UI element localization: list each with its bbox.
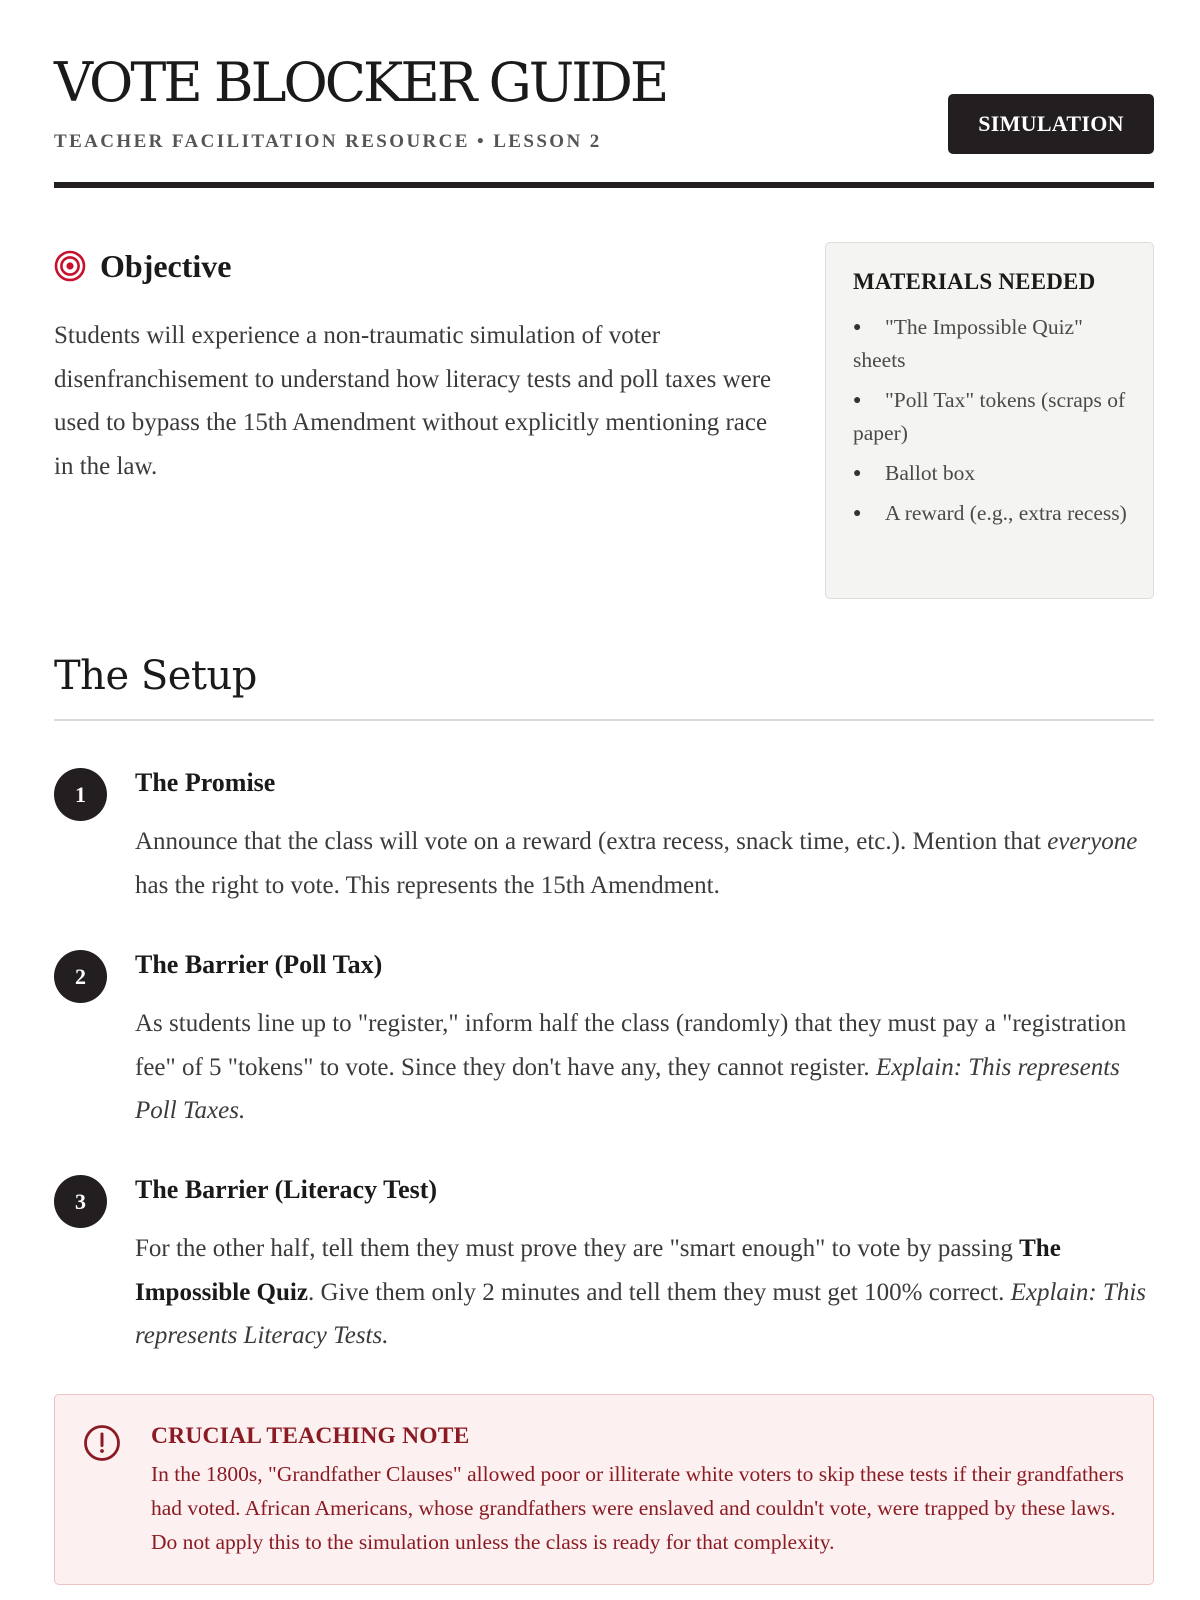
page [54,0,1154,1554]
materials-item [853,457,1131,490]
materials-box [825,242,1154,599]
objective-title: Objective [100,247,232,284]
step-body [135,1002,1154,1133]
page-subtitle: TEACHER FACILITATION RESOURCE • LESSON 2 [54,131,602,152]
objective-section [54,242,774,488]
step-number: 1 [54,768,107,821]
materials-list [853,311,1131,530]
note-title: CRUCIAL TEACHING NOTE [151,1423,470,1449]
materials-item [853,311,1131,377]
teaching-note [54,1394,1154,1585]
bullet-icon: ● [853,320,862,335]
step-text: As students line up to "register," inform half the class (randomly) that they must pay a "registration fee" of 5 "tokens" to vote. Since they don't have any, they cannot register. [135,1010,1127,1081]
materials-item-label: "Poll Tax" tokens (scraps of paper) [853,388,1126,445]
step-body [135,820,1154,907]
note-text: In the 1800s, "Grandfather Clauses" allowed poor or illiterate white voters to skip these tests if their grandfathers had voted. African Americans, whose grandfathers were enslaved and couldn't vote, were trapped by these laws. Do not apply this to the simulation unless the class is ready for that complexity. [151,1462,1124,1554]
setup-title: The Setup [54,653,257,699]
page-title: VOTE BLOCKER GUIDE [54,51,667,114]
materials-item [853,497,1131,530]
objective-heading [54,242,774,290]
objective-text: Students will experience a non-traumatic simulation of voter disenfranchisement to understand how literacy tests and poll taxes were used to bypass the 15th Amendment without explicitly mentioning race in the law. [54,322,772,480]
step-body [135,1227,1154,1358]
step-text: . Give them only 2 minutes and tell them they must get 100% correct. [307,1278,1011,1306]
bullet-icon: ● [853,393,862,408]
materials-title: MATERIALS NEEDED [853,269,1096,294]
step-explain: Explain: This represents Literacy Tests. [135,1278,1146,1349]
step-number: 2 [54,950,107,1003]
step-title: The Promise [135,768,276,797]
simulation-badge: SIMULATION [948,94,1154,154]
materials-item [853,384,1131,450]
step-number: 3 [54,1175,107,1228]
bullet-icon: ● [853,506,862,521]
step-emphasis: everyone [1047,828,1138,855]
step-explain: Explain: This represents Poll Taxes. [135,1053,1120,1124]
alert-circle-icon [83,1424,121,1462]
step-text: For the other half, tell them they must prove they are "smart enough" to vote by passing [135,1235,1020,1262]
header [54,0,1154,188]
step-text: Announce that the class will vote on a reward (extra recess, snack time, etc.). Mention that [135,828,1048,855]
materials-item-label: Ballot box [885,461,976,485]
target-icon [54,250,86,282]
step-title: The Barrier (Literacy Test) [135,1175,438,1204]
step-text: has the right to vote. This represents the 15th Amendment. [135,871,720,899]
step-title: The Barrier (Poll Tax) [135,950,383,979]
materials-item-label: A reward (e.g., extra recess) [885,501,1127,525]
bullet-icon: ● [853,466,862,481]
step-strong: The Impossible Quiz [135,1235,1061,1306]
divider [54,719,1154,721]
materials-item-label: "The Impossible Quiz" sheets [853,315,1083,372]
